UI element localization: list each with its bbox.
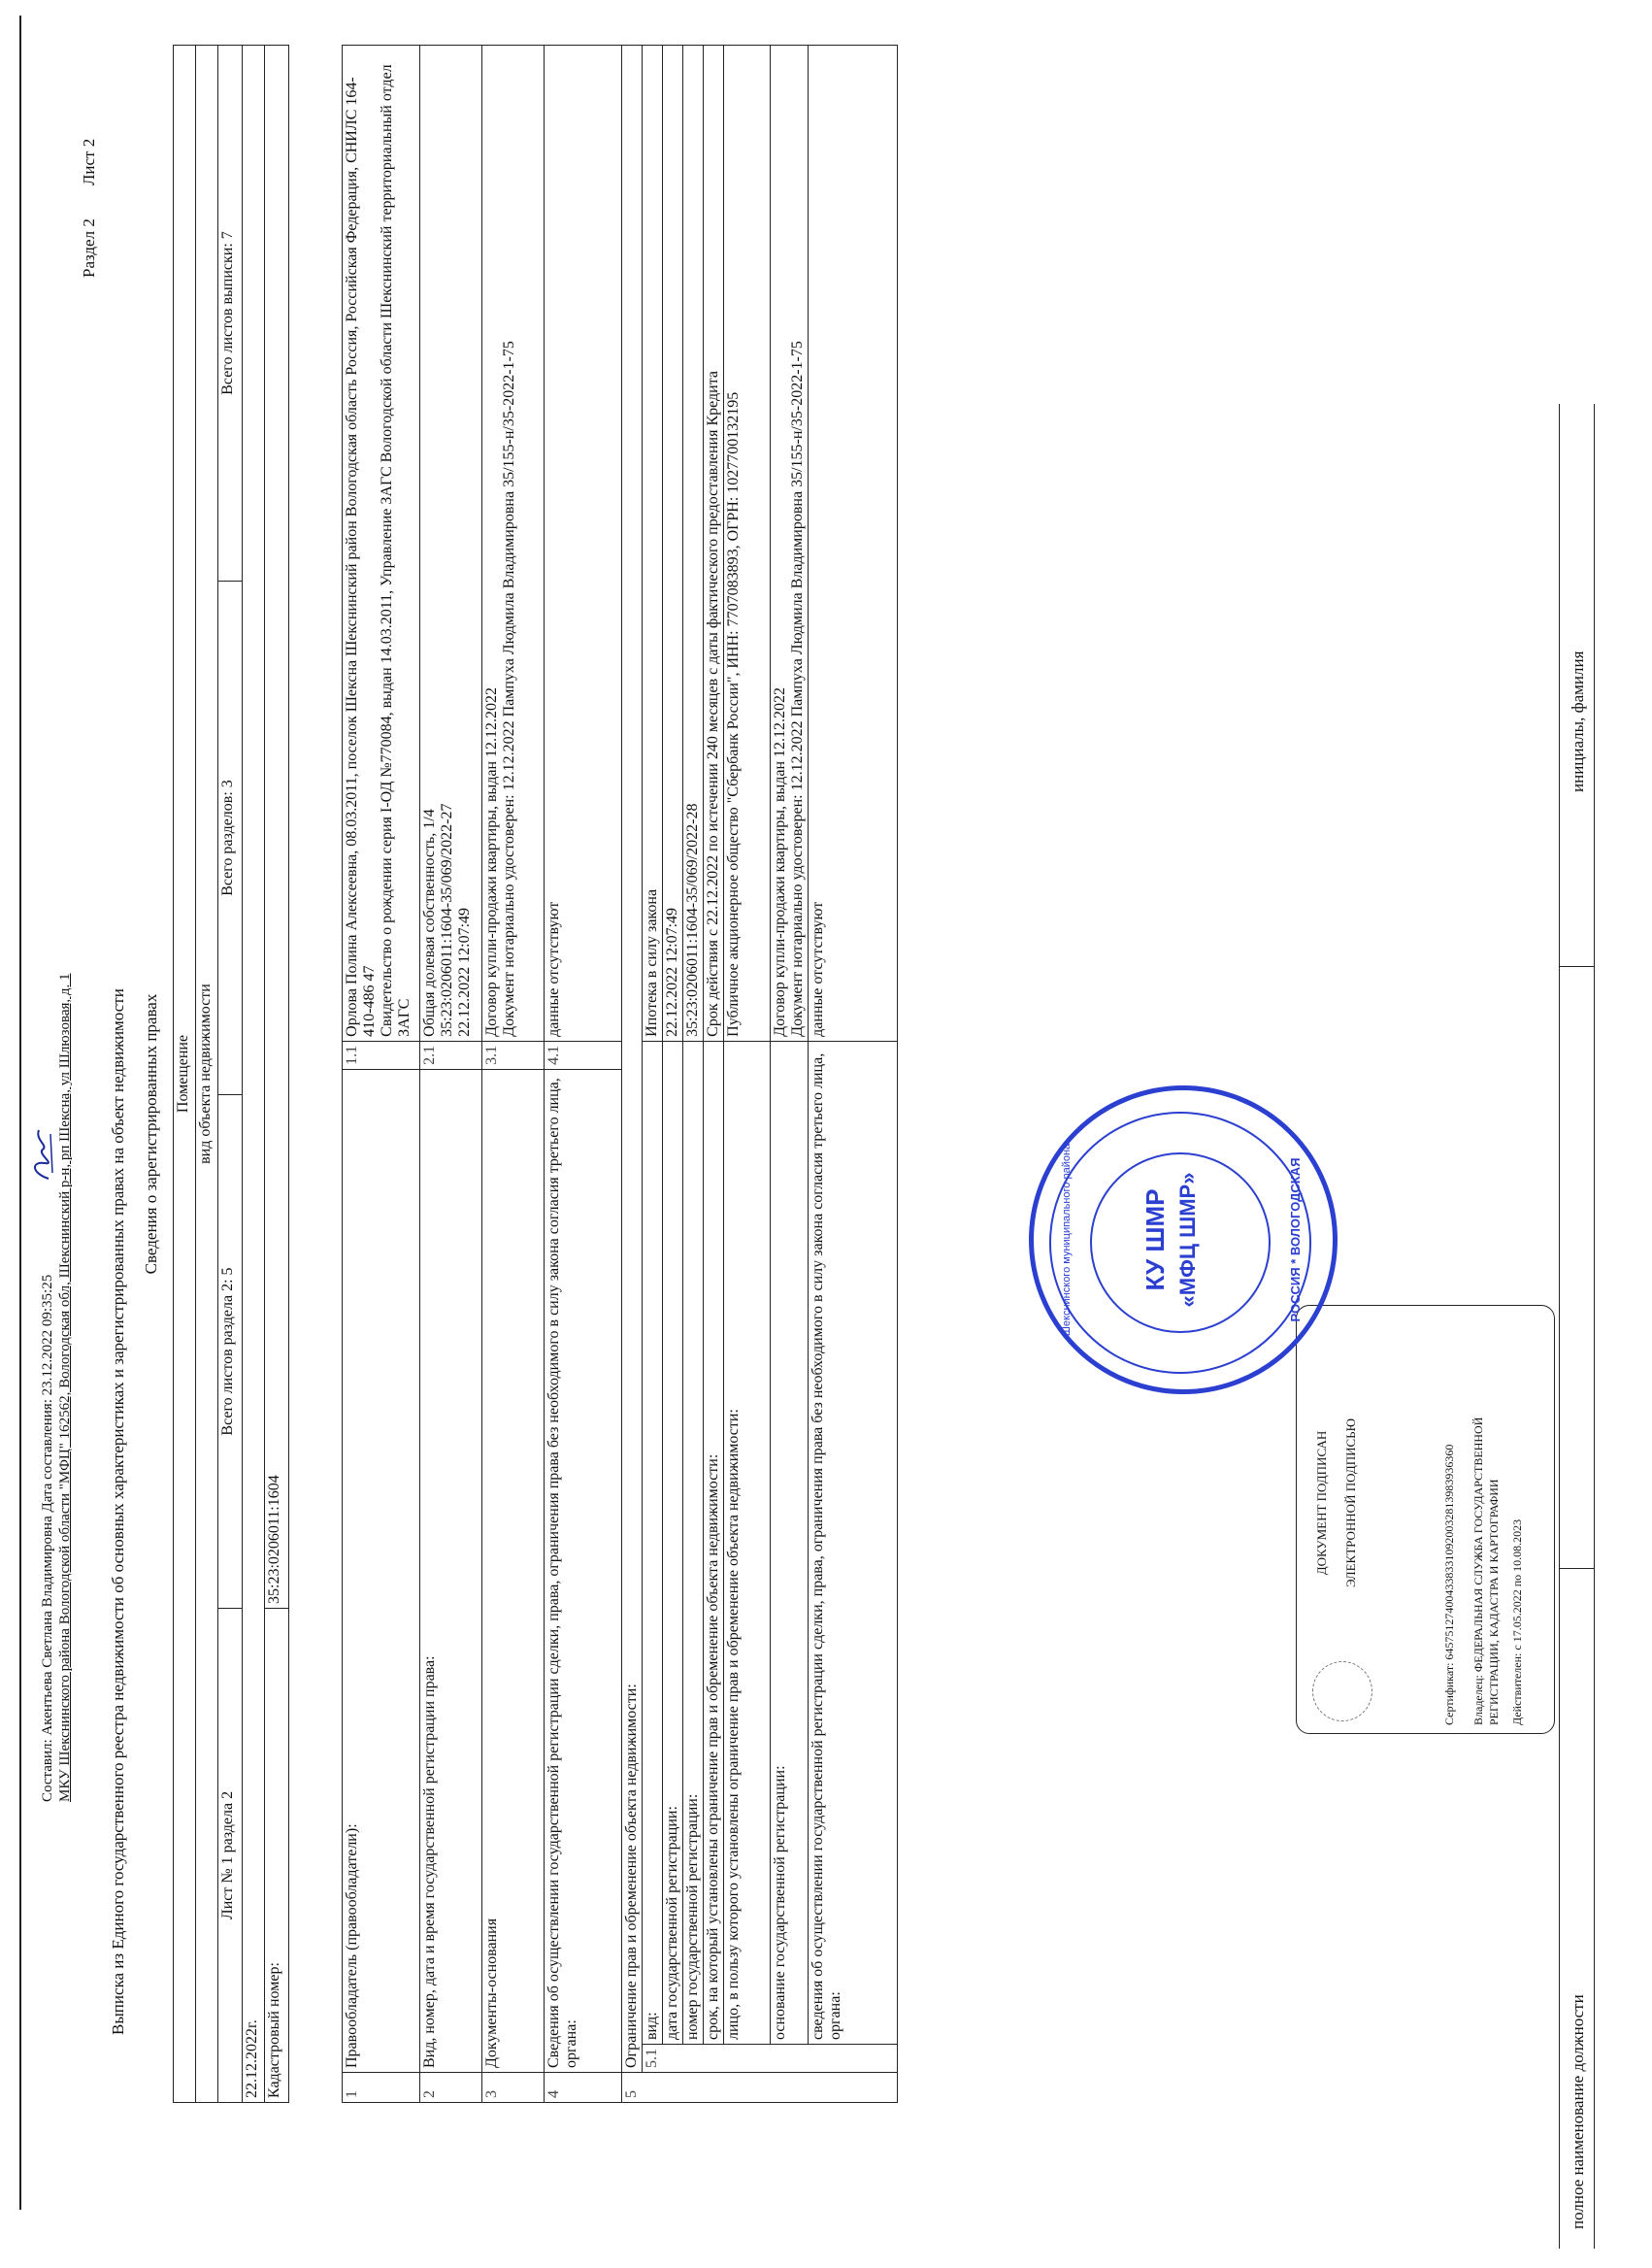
encumbrance-item-value: 35:23:0206011:1604-35/069/2022-28: [683, 46, 704, 1042]
encumbrance-item-value: Публичное акционерное общество "Сбербанк России", ИНН: 7707083893, ОГРН: 1027700132195: [724, 46, 771, 1042]
document-subtitle: Сведения о зарегистрированных правах: [142, 993, 160, 1275]
sheets-total: Всего листов выписки: 7: [218, 46, 243, 582]
encumbrance-item-value: данные отсутствуют: [809, 46, 898, 1042]
organization-line: МКУ Шекснинского района Вологодской области "МФЦ" 162562, Вологодская обл, Шекснинский р-н, рп Шексна, ул Шлюзовая, д. 1: [57, 973, 73, 1802]
row-number: 2: [420, 2073, 482, 2103]
footer-rule: [1559, 404, 1560, 2249]
value-line: 35:23:0206011:1604-35/069/2022-27: [439, 803, 455, 1037]
section-sheet-label: [80, 139, 99, 278]
round-stamp: [1029, 1085, 1338, 1394]
esign-certificate: Сертификат: 6457512740043383310920032813983936360: [1442, 1444, 1456, 1725]
sheets-in-section: Всего листов раздела 2: 5: [218, 1095, 243, 1609]
row-value: [420, 46, 482, 1042]
composer-line: Составил: Акентьева Светлана Владимировна Дата составления: 23.12.2022 09:35:25: [40, 1274, 55, 1802]
sections-total: Всего разделов: 3: [218, 582, 243, 1095]
esign-title: [1314, 1418, 1359, 1587]
esign-title-line: ЭЛЕКТРОННОЙ ПОДПИСЬЮ: [1343, 1418, 1358, 1587]
footer-name-caption: инициалы, фамилия: [1569, 650, 1587, 792]
row-label: Правообладатель (правообладатели):: [343, 1069, 420, 2072]
row-subnumber: 4.1: [545, 1041, 622, 1069]
encumbrance-item-value: 22.12.2022 12:07:49: [663, 46, 683, 1042]
emblem-icon: [1312, 1661, 1372, 1721]
footer-divider: [1559, 966, 1594, 967]
row-value: [343, 46, 420, 1042]
encumbrance-item-value: Договор купли-продажи квартиры, выдан 12.12.2022 Документ нотариально удостоверен: 12.12.2022 Пампуха Людмила Владимировна 35/155-н/35-2022-1-75: [771, 46, 809, 1042]
encumbrance-label: Ограничение прав и обременение объекта недвижимости:: [622, 46, 643, 2073]
esign-validity: Действителен: с 17.05.2022 по 10.08.2023: [1510, 1518, 1524, 1725]
value-line: Общая долевая собственность, 1/4: [421, 809, 438, 1037]
value-line: Документ нотариально удостоверен: 12.12.2022 Пампуха Людмила Владимировна 35/155-н/35-2022-1-75: [501, 341, 517, 1037]
stamp-text: «МФЦ ШМР»: [1175, 1172, 1200, 1308]
encumbrance-item-label: основание государственной регистрации:: [771, 1041, 809, 2044]
row-value: данные отсутствуют: [545, 46, 622, 1042]
section-label: Раздел 2: [80, 218, 98, 278]
encumbrance-item-label: сведения об осуществлении государственной регистрации сделки, права, ограничения права без необходимого в силу закона согласия третьего лица, органа:: [809, 1041, 898, 2044]
stamp-ring-text: Шекснинского муниципального района: [1061, 1143, 1073, 1337]
value-line: Договор купли-продажи квартиры, выдан 12.12.2022: [483, 686, 500, 1037]
extract-date: 22.12.2022г.: [243, 46, 265, 2103]
row-label: Вид, номер, дата и время государственной регистрации права:: [420, 1069, 482, 2072]
rights-table: [342, 45, 898, 2103]
esign-owner: РЕГИСТРАЦИИ, КАДАСТРА И КАРТОГРАФИИ: [1487, 1479, 1501, 1725]
sheet-label: Лист 2: [80, 138, 98, 186]
object-type: Помещение: [174, 46, 196, 2103]
row-subnumber: 1.1: [343, 1041, 420, 1069]
row-number: 4: [545, 2073, 622, 2103]
row-number: 3: [482, 2073, 545, 2103]
encumbrance-item-label: лицо, в пользу которого установлены ограничение прав и обременение объекта недвижимости:: [724, 1041, 771, 2044]
row-subnumber: 3.1: [482, 1041, 545, 1069]
object-header-table: [173, 45, 289, 2103]
encumbrance-subnumber: 5.1: [643, 2045, 898, 2073]
stamp-text: КУ ШМР: [1140, 1188, 1170, 1291]
object-type-caption: вид объекта недвижимости: [196, 46, 218, 2103]
cadastral-value: 35:23:0206011:1604: [265, 46, 289, 1609]
stamp-ring-text: РОССИЯ * ВОЛОГОДСКАЯ: [1288, 1157, 1303, 1322]
row-number: 1: [343, 2073, 420, 2103]
row-subnumber: 2.1: [420, 1041, 482, 1069]
footer-rule: [1594, 404, 1595, 2249]
electronic-signature-box: [1296, 1305, 1555, 1734]
value-line: 22.12.2022 12:07:49: [456, 907, 473, 1037]
document-title: Выписка из Единого государственного реестра недвижимости об основных характеристиках и зарегистрированных правах на объект недвижимости: [109, 988, 127, 2035]
esign-owner: Владелец: ФЕДЕРАЛЬНАЯ СЛУЖБА ГОСУДАРСТВЕННОЙ: [1471, 1417, 1485, 1725]
row-number: 5: [622, 2073, 898, 2103]
encumbrance-item-label: номер государственной регистрации:: [683, 1041, 704, 2044]
handwritten-signature: [27, 1126, 60, 1183]
footer-position-caption: полное наименование должности: [1569, 1994, 1587, 2229]
encumbrance-item-label: вид:: [643, 1041, 663, 2044]
cadastral-label: Кадастровый номер:: [265, 1609, 289, 2103]
esign-title-line: ДОКУМЕНТ ПОДПИСАН: [1314, 1430, 1329, 1576]
footer-divider: [1559, 1568, 1594, 1569]
top-border: [19, 16, 21, 2210]
encumbrance-item-value: Срок действия с 22.12.2022 по истечении 240 месяцев с даты фактического предоставления Кредита: [704, 46, 724, 1042]
row-value: [482, 46, 545, 1042]
value-line: Орлова Полина Алексеевна, 08.03.2011, поселок Шексна Шекснинский район Вологодская область Россия, Российская Федерация, СНИЛС 164-410-486 47: [344, 77, 378, 1037]
encumbrance-item-value: Ипотека в силу закона: [643, 46, 663, 1042]
row-label: Документы-основания: [482, 1069, 545, 2072]
sheet-number: Лист № 1 раздела 2: [218, 1609, 243, 2103]
composer-info: [39, 973, 74, 1802]
encumbrance-item-label: срок, на который установлены ограничение прав и обременение объекта недвижимости:: [704, 1041, 724, 2044]
value-line: Свидетельство о рождении серия I-ОД №770084, выдан 14.03.2011, Управление ЗАГС Вологодской области Шекснинский территориальный отдел ЗАГС: [379, 64, 413, 1037]
encumbrance-item-label: дата государственной регистрации:: [663, 1041, 683, 2044]
row-label: Сведения об осуществлении государственной регистрации сделки, права, ограничения права без необходимого в силу закона согласия третьего лица, органа:: [545, 1069, 622, 2072]
